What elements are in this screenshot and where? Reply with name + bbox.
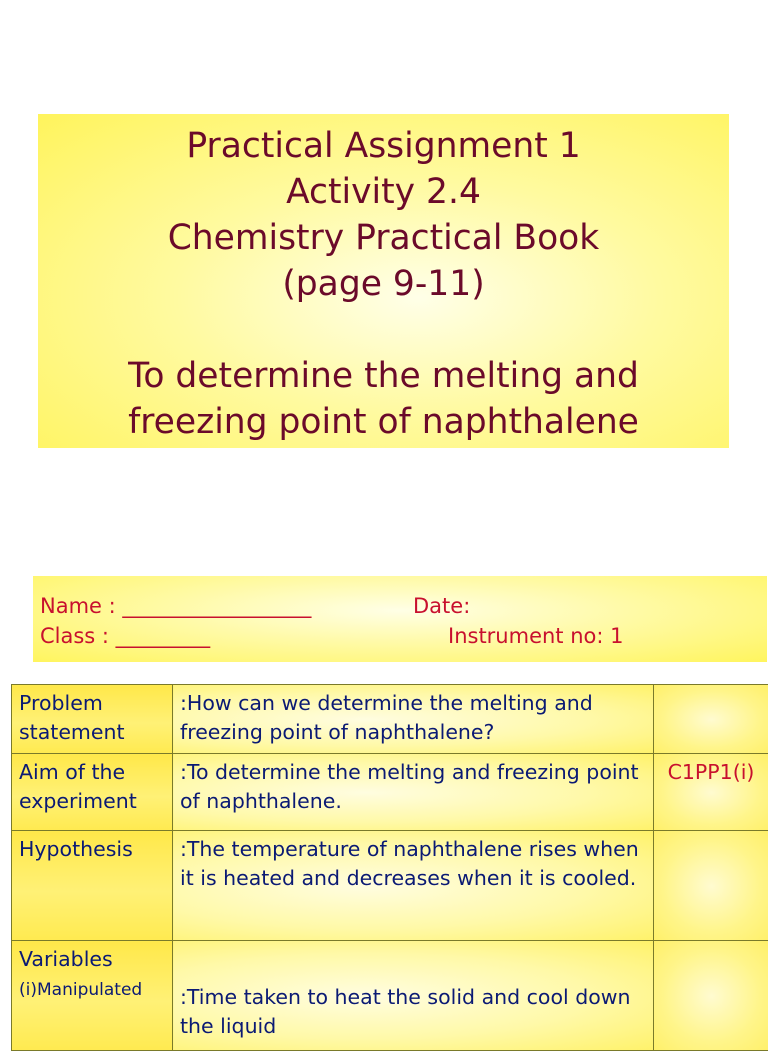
row-label-hypothesis: Hypothesis [12, 831, 173, 941]
row-content-aim: :To determine the melting and freezing point of naphthalene. [173, 754, 654, 831]
manipulated-variable-text: :Time taken to heat the solid and cool down the liquid [180, 983, 646, 1041]
row-code-problem-statement [654, 685, 768, 754]
variables-label: Variables [19, 947, 113, 971]
title-line-book: Chemistry Practical Book [38, 215, 729, 261]
row-code-variables [654, 941, 768, 1051]
title-panel [38, 114, 729, 448]
row-code-aim: C1PP1(i) [654, 754, 768, 831]
class-field-label: Class : _________ [40, 624, 210, 648]
table-row [12, 831, 768, 941]
title-line-aim-1: To determine the melting and [38, 353, 729, 399]
title-spacer [38, 307, 729, 353]
title-line-assignment: Practical Assignment 1 [38, 123, 729, 169]
student-info-panel [33, 576, 767, 662]
row-label-aim: Aim of the experiment [12, 754, 173, 831]
row-label-variables [12, 941, 173, 1051]
row-content-hypothesis: :The temperature of naphthalene rises when it is heated and decreases when it is cooled. [173, 831, 654, 941]
title-line-aim-2: freezing point of naphthalene [38, 399, 729, 445]
date-field-label: Date: [413, 594, 470, 618]
name-field-label: Name : __________________ [40, 594, 311, 618]
table-row [12, 941, 768, 1051]
title-line-pages: (page 9-11) [38, 261, 729, 307]
instrument-number-label: Instrument no: 1 [448, 624, 624, 648]
row-label-problem-statement: Problem statement [12, 685, 173, 754]
table-row [12, 754, 768, 831]
row-code-hypothesis [654, 831, 768, 941]
title-line-activity: Activity 2.4 [38, 169, 729, 215]
row-content-variables [173, 941, 654, 1051]
table-row [12, 685, 768, 754]
manipulated-variable-label: (i)Manipulated [19, 977, 165, 1003]
assignment-table [11, 684, 768, 1051]
row-content-problem-statement: :How can we determine the melting and freezing point of naphthalene? [173, 685, 654, 754]
